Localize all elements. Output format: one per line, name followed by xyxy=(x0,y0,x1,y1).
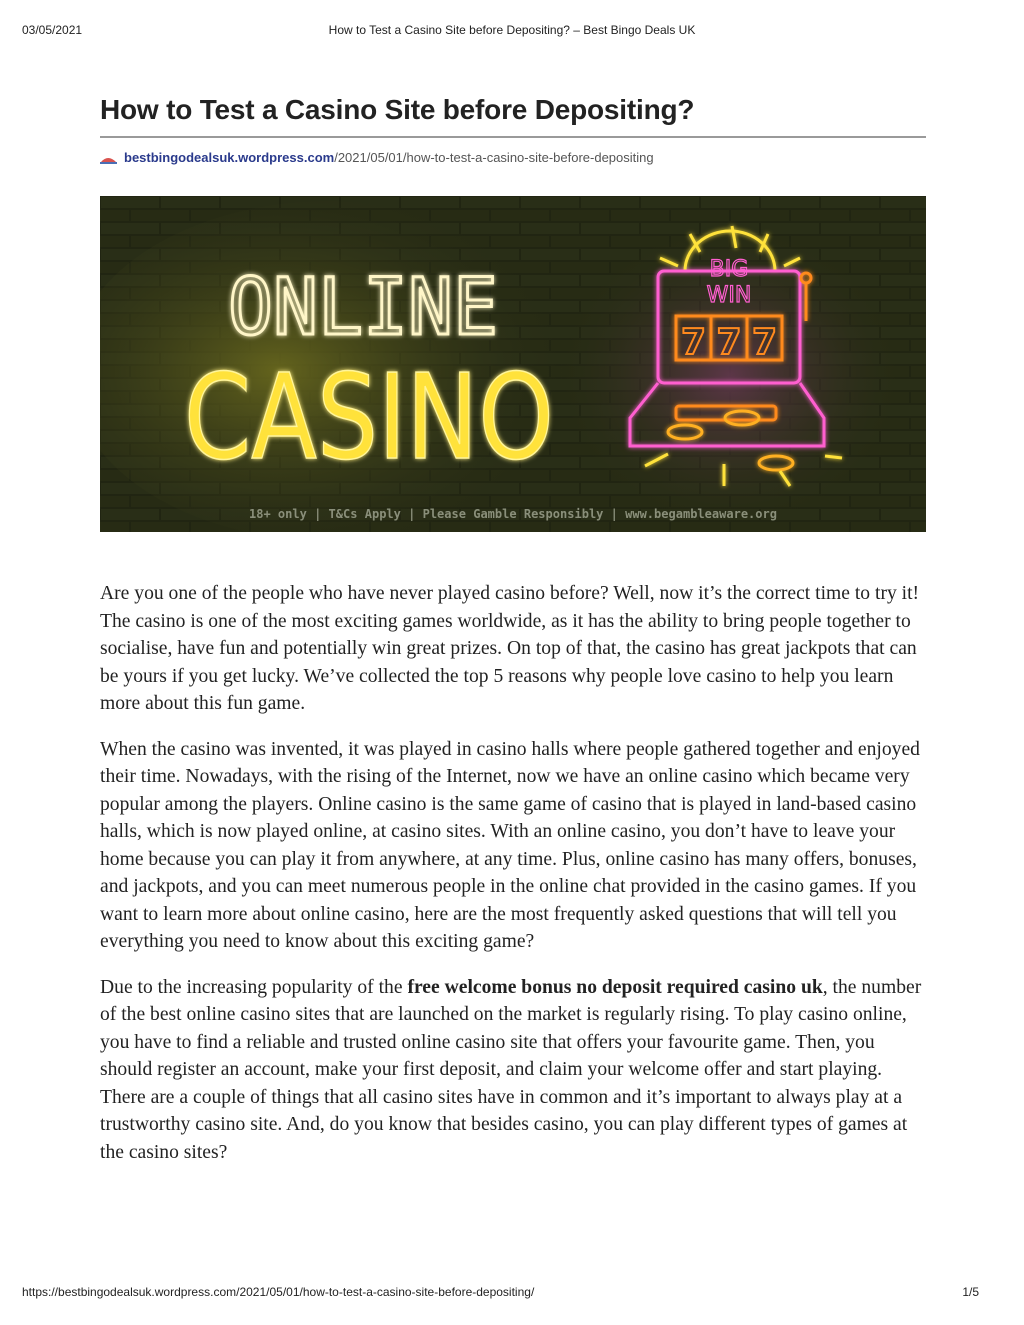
print-url: https://bestbingodealsuk.wordpress.com/2021/05/01/how-to-test-a-casino-site-before-depositing/ xyxy=(22,1285,535,1299)
hero-reels: 777 xyxy=(681,322,777,363)
print-tab-title: How to Test a Casino Site before Depositing? – Best Bingo Deals UK xyxy=(328,23,696,37)
paragraph-3-intro: Due to the increasing popularity of the xyxy=(100,976,408,998)
print-date: 03/05/2021 xyxy=(22,23,83,37)
paragraph-3-rest: , the number of the best online casino sites that are launched on the market is regularly rising. To play casino online, you have to find a reliable and trusted online casino site that offers your favourite game. Then, you should register an account, make your first deposit, and claim your welcome offer and start playing. There are a couple of things that all casino sites have in common and it’s important to always play at a trustworthy casino site. And, do you know that besides casino, you can play different types of games at the casino sites? xyxy=(100,976,922,1163)
article-body xyxy=(100,580,926,1166)
source-line xyxy=(100,148,926,166)
source-link[interactable] xyxy=(124,150,654,165)
article xyxy=(100,90,926,1184)
source-domain: bestbingodealsuk.wordpress.com xyxy=(124,149,335,165)
hero-sign-big: BIG xyxy=(709,257,749,282)
source-path: /2021/05/01/how-to-test-a-casino-site-before-depositing xyxy=(334,149,654,165)
post-title: How to Test a Casino Site before Depositing? xyxy=(100,94,695,125)
hero-text-online: ONLINE xyxy=(228,263,498,353)
paragraph-1: Are you one of the people who have never played casino before? Well, now it’s the correct time to try it! The casino is one of the most exciting games worldwide, as it has the ability to bring people together to socialise, have fun and potentially win great prizes. On top of that, the casino has great jackpots that can be yours if you get lucky. We’ve collected the top 5 reasons why people love casino to help you learn more about this fun game. xyxy=(100,583,920,714)
site-favicon-icon xyxy=(100,152,117,162)
paragraph-2: When the casino was invented, it was played in casino halls where people gathered together and enjoyed their time. Nowadays, with the rising of the Internet, now we have an online casino which became very popular among the players. Online casino is the same game of casino that is played in land-based casino halls, which is now played online, at casino sites. With an online casino, you don’t have to leave your home because you can play it from anywhere, at any time. Plus, online casino has many offers, bonuses, and jackpots, and you can meet numerous people in the online chat provided in the casino games. If you want to learn more about online casino, here are the most frequently asked questions that will tell you everything you need to know about this exciting game? xyxy=(100,738,920,952)
title-divider xyxy=(100,136,926,138)
print-header xyxy=(0,23,1024,41)
bonus-keyword: free welcome bonus no deposit required casino uk xyxy=(407,976,823,998)
hero-sign-win: WIN xyxy=(706,283,752,308)
hero-disclaimer: 18+ only | T&Cs Apply | Please Gamble Responsibly | www.begambleaware.org xyxy=(249,507,777,521)
hero-text-casino: CASINO xyxy=(184,348,554,486)
paragraph-3 xyxy=(100,974,926,1167)
page-number: 1/5 xyxy=(962,1285,979,1299)
print-footer xyxy=(0,1285,1024,1303)
online-casino-image xyxy=(100,196,926,532)
